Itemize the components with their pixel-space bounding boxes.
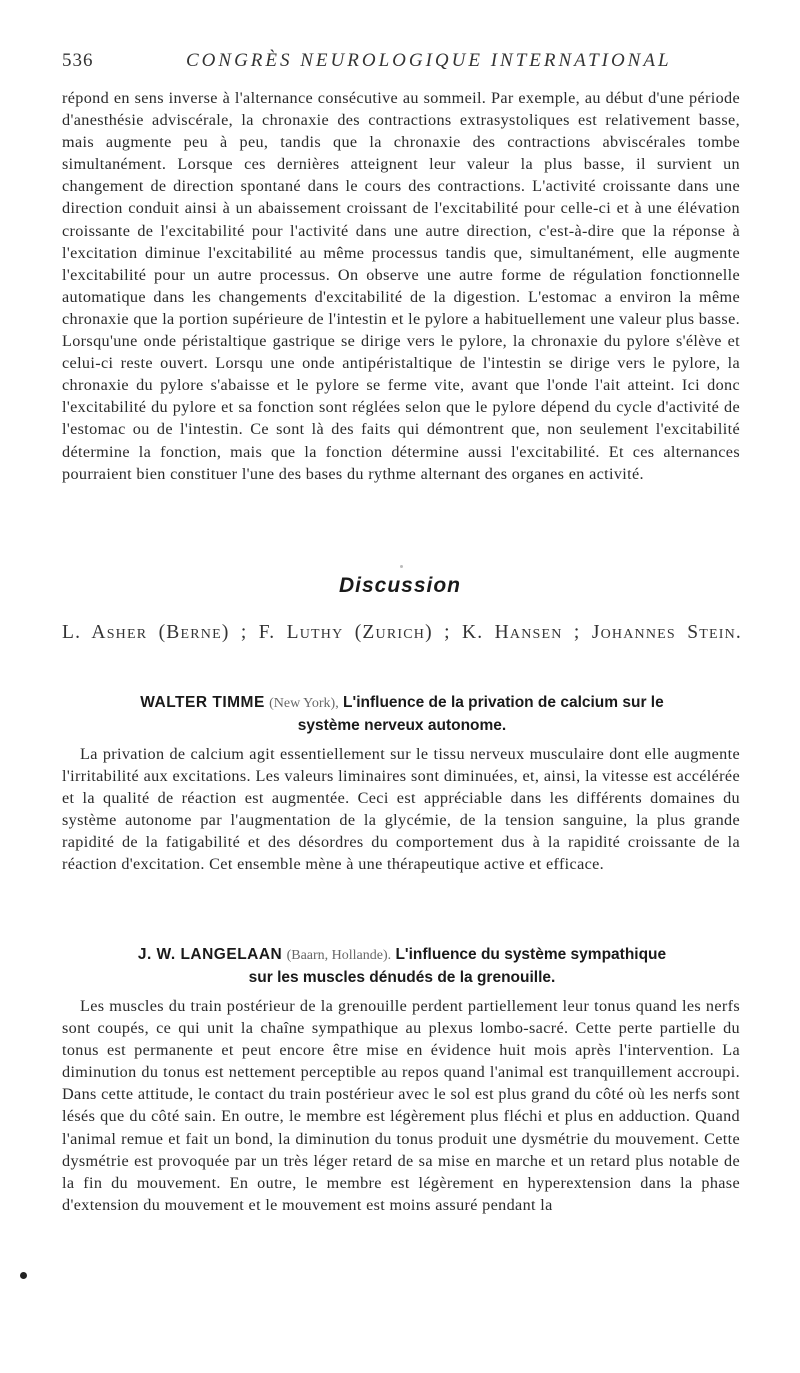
running-header bbox=[62, 50, 742, 78]
margin-mark bbox=[20, 1272, 27, 1279]
abstract-title: système nerveux autonome. bbox=[297, 717, 507, 734]
abstract-author: J. W. LANGELAAN bbox=[137, 946, 283, 963]
abstract-title: sur les muscles dénudés de la grenouille. bbox=[248, 969, 556, 986]
running-title: CONGRÈS NEUROLOGIQUE INTERNATIONAL bbox=[186, 50, 672, 71]
discussion-heading: Discussion bbox=[338, 574, 462, 597]
abstract-title: L'influence de la privation de calcium sur le bbox=[343, 694, 664, 711]
abstract-author: WALTER TIMME bbox=[140, 694, 265, 711]
body-paragraph-grenouille: Les muscles du train postérieur de la grenouille perdent partiellement leur tonus quand les nerfs sont coupés, ce qui unit la chaîne sympathique au plexus lombo-sacré. Cette perte partielle du tonus est permanente et peut encore être mise en évidence huit mois après l'intervention. La diminution du tonus est nettement perceptible au repos quand l'animal est tranquillement accroupi. Dans cette attitude, le contact du train postérieur avec le sol est plus grand du côté où les nerfs sont lésés que du côté sain. En outre, le membre est légèrement plus fléchi et plus en adduction. Quand l'animal remue et fait un bond, la diminution du tonus produit une dysmétrie du mouvement. Cette dysmétrie est provoquée par un très léger retard de sa mise en marche et un retard plus notable de la fin du mouvement. En outre, le membre est légèrement en hyperextension dans la phase d'extension du mouvement et le mouvement est moins assuré pendant la bbox=[62, 997, 740, 1214]
abstract-heading-langelaan bbox=[62, 944, 742, 989]
print-speck bbox=[400, 565, 403, 568]
body-paragraph-calcium: La privation de calcium agit essentiellement sur le tissu nerveux musculaire dont elle augmente l'irritabilité aux excitations. Les valeurs liminaires sont diminuées, et, ainsi, la vitesse est accélérée et la qualité de réaction est augmentée. Ceci est appréciable dans les différents domaines du système autonome par l'augmentation de la glycémie, de la tension sanguine, la plus grande rapidité de la fatigabilité et des désordres du comportement dus à la rapidité croissante de la réaction d'excitation. Cet ensemble mène à une thérapeutique active et efficace. bbox=[62, 745, 740, 874]
body-paragraph-chronaxie: répond en sens inverse à l'alternance consécutive au sommeil. Par exemple, au début d'une période d'anesthésie adviscérale, la chronaxie des contractions extrasystoliques est relativement basse, mais augmente peu à peu, tandis que la chronaxie des contractions abviscérales tombe simultanément. Lorsque ces dernières atteignent leur valeur la plus basse, il survient un changement de direction spontané dans le cours des contractions. L'activité croissante dans une direction conduit ainsi à un abaissement croissant de l'excitabilité pour celle-ci et à une élévation croissante de l'excitabilité pour l'activité dans une autre direction, c'est-à-dire que la réponse à l'excitation diminue l'excitabilité au même processus tandis que, simultanément, elle augmente l'excitabilité pour un autre processus. On observe une autre forme de régulation fonctionnelle automatique dans les changements d'excitabilité de la digestion. L'estomac a environ la même chronaxie que la portion supérieure de l'intestin et le pylore a habituellement une valeur plus basse. Lorsqu'une onde péristaltique gastrique se dirige vers le pylore, la chronaxie du pylore s'élève et celui-ci reste ouvert. Lorsqu une onde antipéristaltique de l'intestin se dirige vers le pylore, la chronaxie du pylore s'abaisse et le pylore se ferme vite, avant que l'onde l'ait atteint. Ici donc l'excitabilité du pylore et sa fonction sont réglées selon que le pylore dépend du cycle d'activité de l'estomac ou de l'intestin. Ce sont là des faits qui démontrent que, non seulement l'excitabilité détermine la fonction, mais que la fonction détermine aussi l'excitabilité. Et ces alternances pourraient bien constituer l'une des bases du rythme alternant des organes en activité. bbox=[62, 89, 740, 483]
abstract-heading-timme bbox=[62, 692, 742, 737]
abstract-affiliation: (Baarn, Hollande). bbox=[286, 948, 392, 963]
discussion-participants: L. Asher (Berne) ; F. Luthy (Zurich) ; K. Hansen ; Johannes Stein. bbox=[62, 622, 742, 643]
abstract-affiliation: (New York), bbox=[269, 696, 339, 711]
abstract-title: L'influence du système sympathique bbox=[395, 946, 667, 963]
page-number: 536 bbox=[62, 50, 94, 71]
